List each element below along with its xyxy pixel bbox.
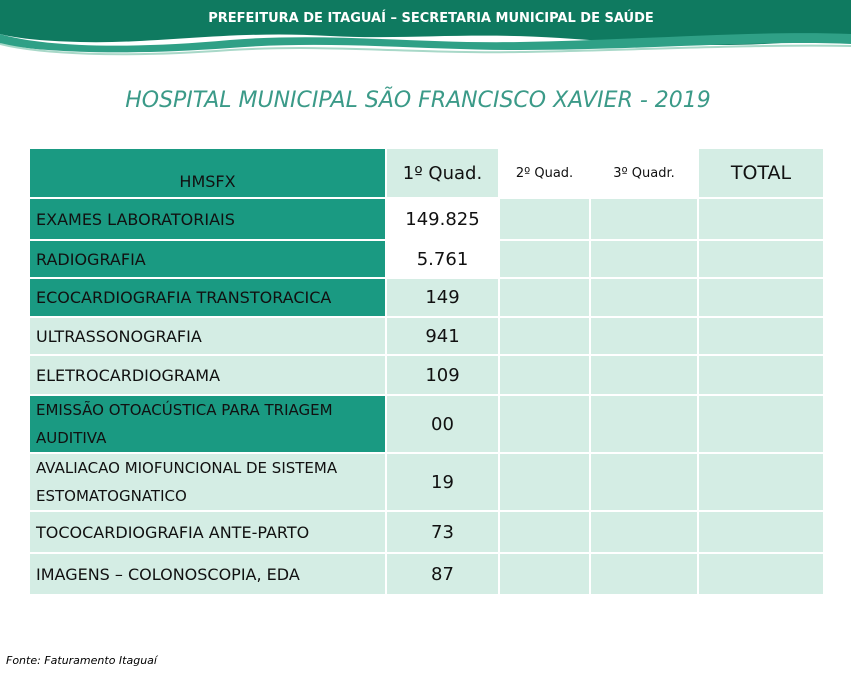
row-label-line-1: AVALIACAO MIOFUNCIONAL DE SISTEMA — [36, 459, 338, 477]
q1-value: 87 — [386, 553, 499, 595]
q1-value: 109 — [386, 355, 499, 395]
total-cell — [698, 453, 824, 511]
q2-cell — [499, 317, 590, 355]
column-header-total: TOTAL — [698, 148, 824, 198]
q3-cell — [590, 317, 698, 355]
q3-cell — [590, 240, 698, 278]
table-row — [29, 395, 824, 453]
table-row — [29, 553, 824, 595]
banner-wave-shape — [0, 0, 851, 60]
row-label: IMAGENS – COLONOSCOPIA, EDA — [29, 553, 386, 595]
q3-cell — [590, 553, 698, 595]
q2-cell — [499, 278, 590, 317]
total-cell — [698, 317, 824, 355]
row-label-line-1: EMISSÃO OTOACÚSTICA PARA TRIAGEM — [36, 401, 333, 419]
table-row — [29, 278, 824, 317]
page-title: HOSPITAL MUNICIPAL SÃO FRANCISCO XAVIER - 2019 — [125, 88, 711, 113]
header-banner — [0, 0, 851, 60]
q3-cell — [590, 395, 698, 453]
total-cell — [698, 553, 824, 595]
table-row — [29, 511, 824, 553]
q3-cell — [590, 278, 698, 317]
q3-cell — [590, 355, 698, 395]
table-row — [29, 198, 824, 240]
row-label: EXAMES LABORATORIAIS — [29, 198, 386, 240]
exams-table — [28, 147, 825, 596]
total-cell — [698, 395, 824, 453]
q3-cell — [590, 453, 698, 511]
q2-cell — [499, 198, 590, 240]
q2-cell — [499, 511, 590, 553]
total-cell — [698, 278, 824, 317]
total-cell — [698, 198, 824, 240]
row-label: RADIOGRAFIA — [29, 240, 386, 278]
table-row — [29, 355, 824, 395]
row-label: ELETROCARDIOGRAMA — [29, 355, 386, 395]
table-row — [29, 453, 824, 511]
q1-value: 00 — [386, 395, 499, 453]
q1-value: 5.761 — [386, 240, 499, 278]
q1-value: 73 — [386, 511, 499, 553]
banner-title: PREFEITURA DE ITAGUAÍ – SECRETARIA MUNICIPAL DE SAÚDE — [208, 11, 654, 26]
q3-cell — [590, 198, 698, 240]
column-header-q3: 3º Quadr. — [590, 148, 698, 198]
row-label — [29, 453, 386, 511]
q2-cell — [499, 355, 590, 395]
table-row — [29, 240, 824, 278]
table-row — [29, 317, 824, 355]
column-header-q1: 1º Quad. — [386, 148, 499, 198]
q1-value: 19 — [386, 453, 499, 511]
q1-value: 149.825 — [386, 198, 499, 240]
row-label-line-2: AUDITIVA — [36, 429, 107, 447]
row-label: ULTRASSONOGRAFIA — [29, 317, 386, 355]
q1-value: 941 — [386, 317, 499, 355]
total-cell — [698, 240, 824, 278]
row-label-line-2: ESTOMATOGNATICO — [36, 487, 187, 505]
total-cell — [698, 511, 824, 553]
q3-cell — [590, 511, 698, 553]
column-header-q2: 2º Quad. — [499, 148, 590, 198]
q1-value: 149 — [386, 278, 499, 317]
row-label: TOCOCARDIOGRAFIA ANTE-PARTO — [29, 511, 386, 553]
source-footnote: Fonte: Faturamento Itaguaí — [6, 654, 157, 667]
table-header-row — [29, 148, 824, 198]
q2-cell — [499, 240, 590, 278]
q2-cell — [499, 395, 590, 453]
q2-cell — [499, 553, 590, 595]
column-header-hmsfx: HMSFX — [29, 148, 386, 198]
row-label: ECOCARDIOGRAFIA TRANSTORACICA — [29, 278, 386, 317]
row-label — [29, 395, 386, 453]
q2-cell — [499, 453, 590, 511]
total-cell — [698, 355, 824, 395]
